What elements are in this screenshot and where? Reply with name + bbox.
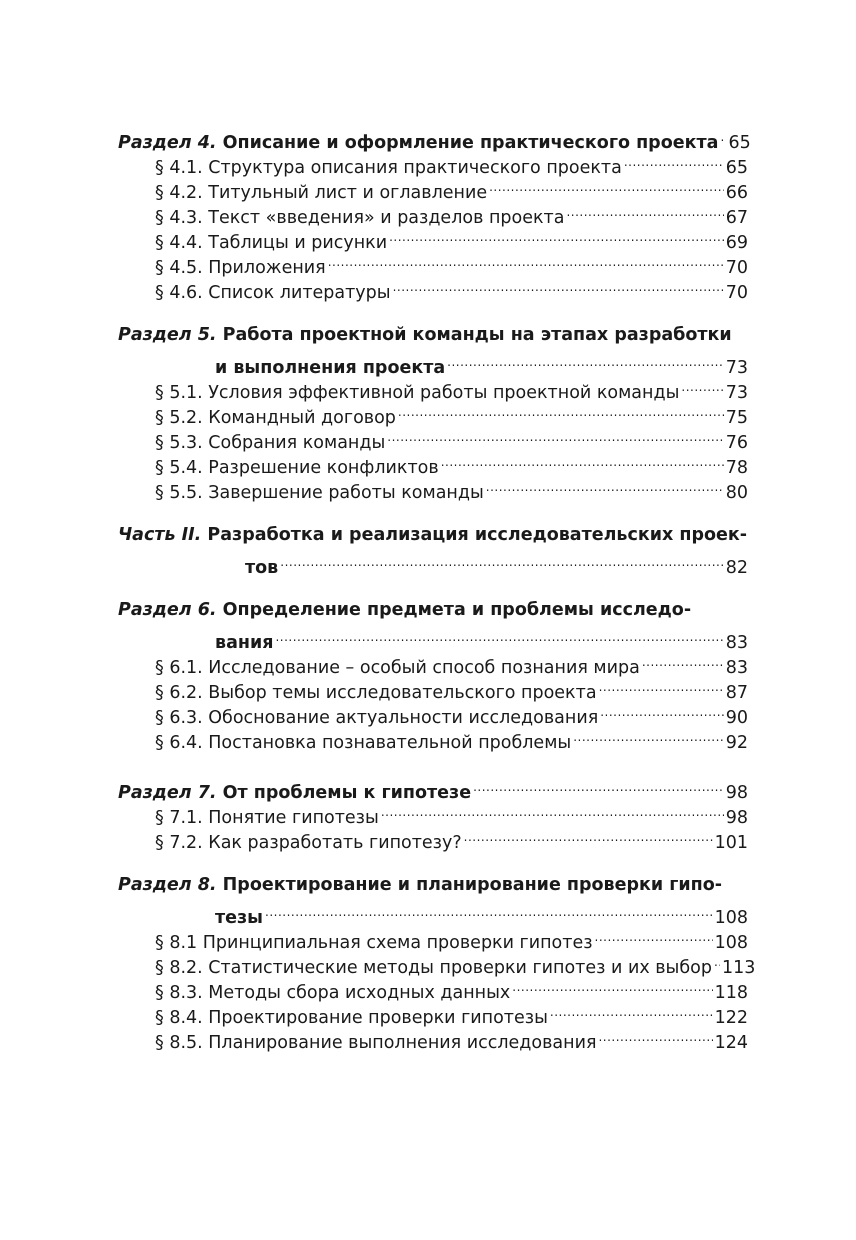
page-number: 118 [714,983,748,1003]
section-title: Работа проектной команды на этапах разработки [222,325,732,345]
entry-title: § 8.4. Проектирование проверки гипотезы [155,1008,548,1028]
entry-title: § 8.1 Принципиальная схема проверки гипотез [155,933,593,953]
entry-title: § 6.4. Постановка познавательной проблемы [155,733,572,753]
entry-title: § 6.1. Исследование – особый способ познания мира [155,658,640,678]
entry-title: § 5.2. Командный договор [155,408,396,428]
toc-entry[interactable] [118,923,748,953]
toc-heading-continuation[interactable] [118,548,748,578]
page-number: 73 [725,358,748,378]
dot-leader [714,948,720,973]
page-number: 87 [725,683,748,703]
page-number: 98 [725,808,748,828]
page-number: 82 [725,558,748,578]
section-title: Проектирование и планирование проверки гипо- [222,875,723,895]
dot-leader [550,998,713,1023]
dot-leader [624,148,724,173]
dot-leader [389,223,724,248]
toc-section [118,323,748,503]
dot-leader [573,723,724,748]
page-number: 70 [725,258,748,278]
dot-leader [642,648,724,673]
dot-leader [441,448,724,473]
dot-leader [489,173,724,198]
page-number: 65 [728,133,751,153]
dot-leader [280,548,723,573]
entry-title: § 5.5. Завершение работы команды [155,483,484,503]
section-title: Определение предмета и проблемы исследо- [222,600,692,620]
dot-leader [381,798,724,823]
page-number: 98 [725,783,748,803]
toc-section-heading[interactable] [118,523,748,548]
page-number: 113 [721,958,756,978]
page-number: 70 [725,283,748,303]
page-number: 92 [725,733,748,753]
dot-leader [720,123,726,148]
toc-section [118,773,748,853]
dot-leader [595,923,713,948]
dot-leader [599,673,724,698]
dot-leader [566,198,723,223]
page-number: 73 [725,383,748,403]
section-title-continuation: и выполнения проекта [215,358,446,378]
section-title-continuation: тов [245,558,279,578]
section-label: Раздел 6. [118,600,217,620]
entry-title: § 5.4. Разрешение конфликтов [155,458,439,478]
entry-title: § 4.5. Приложения [155,258,326,278]
toc-entry[interactable] [118,648,748,678]
page-number: 66 [725,183,748,203]
dot-leader [486,473,724,498]
dot-leader [598,1023,712,1048]
dot-leader [398,398,724,423]
entry-title: § 5.1. Условия эффективной работы проектной команды [155,383,680,403]
section-title: От проблемы к гипотезе [222,783,472,803]
section-label: Раздел 4. [118,133,217,153]
section-title: Разработка и реализация исследовательских проек- [207,525,748,545]
page-number: 122 [714,1008,748,1028]
dot-leader [393,273,724,298]
toc-section [118,523,748,578]
toc-section-heading[interactable] [118,323,748,348]
section-title-continuation: тезы [215,908,264,928]
toc-section [118,598,748,753]
page-number: 108 [714,933,748,953]
entry-title: § 8.2. Статистические методы проверки гипотез и их выбор [155,958,712,978]
entry-title: § 6.3. Обоснование актуальности исследования [155,708,599,728]
dot-leader [265,898,713,923]
entry-title: § 4.2. Титульный лист и оглавление [155,183,488,203]
dot-leader [275,623,723,648]
page-number: 67 [725,208,748,228]
entry-title: § 4.6. Список литературы [155,283,391,303]
page-number: 65 [725,158,748,178]
page-number: 69 [725,233,748,253]
page-number: 90 [725,708,748,728]
toc-section-heading[interactable] [118,123,751,153]
page-number: 124 [714,1033,748,1053]
section-label: Раздел 8. [118,875,217,895]
toc-section-heading[interactable] [118,773,748,803]
dot-leader [387,423,723,448]
dot-leader [328,248,724,273]
toc-section-heading[interactable] [118,873,748,898]
entry-title: § 6.2. Выбор темы исследовательского проекта [155,683,597,703]
toc-section-heading[interactable] [118,598,748,623]
dot-leader [464,823,713,848]
page-number: 75 [725,408,748,428]
section-label: Раздел 7. [118,783,217,803]
section-title: Описание и оформление практического проекта [222,133,719,153]
page-number: 108 [714,908,748,928]
dot-leader [447,348,724,373]
toc-heading-continuation[interactable] [118,898,748,928]
page-number: 76 [725,433,748,453]
page-number: 101 [714,833,748,853]
section-label: Часть II. [118,525,202,545]
toc-heading-continuation[interactable] [118,623,748,653]
entry-title: § 4.4. Таблицы и рисунки [155,233,388,253]
entry-title: § 5.3. Собрания команды [155,433,386,453]
page-number: 78 [725,458,748,478]
entry-title: § 8.5. Планирование выполнения исследования [155,1033,597,1053]
entry-title: § 4.3. Текст «введения» и разделов проекта [155,208,565,228]
toc-heading-continuation[interactable] [118,348,748,378]
dot-leader [600,698,724,723]
section-title-continuation: вания [215,633,274,653]
dot-leader [473,773,724,798]
entry-title: § 7.2. Как разработать гипотезу? [155,833,462,853]
dot-leader [512,973,712,998]
section-label: Раздел 5. [118,325,217,345]
toc-section [118,873,756,1053]
dot-leader [681,373,723,398]
table-of-contents [118,123,756,1073]
page-number: 83 [725,633,748,653]
entry-title: § 7.1. Понятие гипотезы [155,808,379,828]
page-number: 83 [725,658,748,678]
entry-title: § 4.1. Структура описания практического проекта [155,158,622,178]
entry-title: § 8.3. Методы сбора исходных данных [155,983,511,1003]
toc-section [118,123,751,303]
page-number: 80 [725,483,748,503]
